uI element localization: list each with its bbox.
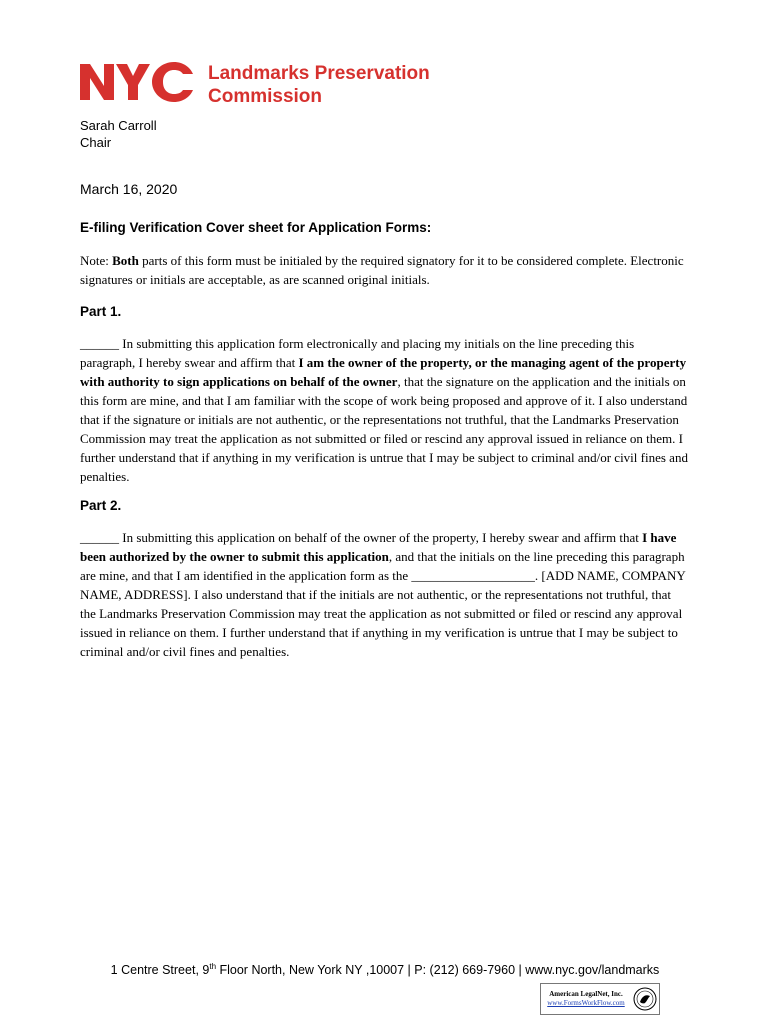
note-text: parts of this form must be initialed by the required signatory for it to be considered complete. Electronic signatures or initials are acceptable, as are scanned original initials. [80, 253, 684, 287]
nyc-logo-icon [80, 62, 193, 102]
part2-bold: I have been authorized by the owner to submit this application [80, 530, 677, 564]
legalnet-stamp [540, 983, 660, 1015]
form-title: E-filing Verification Cover sheet for Application Forms: [80, 220, 432, 235]
footer-address [0, 962, 770, 977]
part1-heading: Part 1. [80, 304, 122, 319]
letter-date: March 16, 2020 [80, 181, 178, 197]
stamp-company: American LegalNet, Inc. [549, 990, 623, 998]
part2-paragraph [80, 528, 690, 661]
nyc-lpc-logo [80, 62, 430, 108]
part1-bold: I am the owner of the property, or the managing agent of the property with authority to sign applications on behalf of the owner [80, 355, 687, 389]
stamp-url[interactable]: www.FormsWorkFlow.com [547, 999, 625, 1007]
chair-title: Chair [80, 135, 112, 150]
stamp-text [541, 990, 631, 1008]
part1-paragraph [80, 334, 690, 486]
chair-name: Sarah Carroll [80, 118, 157, 133]
part2-heading: Part 2. [80, 498, 122, 513]
footer-address-b: Floor North, New York NY ,10007 | P: (212) 669-7960 | www.nyc.gov/landmarks [216, 963, 660, 978]
seal-icon [633, 987, 657, 1011]
note-paragraph [80, 251, 690, 289]
agency-name [208, 62, 430, 108]
part1-text-b: , that the signature on the application and the initials on this form are mine, and that I am familiar with the scope of work being proposed and approve of it. I also understand that if the signature or initials are not authentic, or the representations not truthful, that the Landmarks Preservation Commission may treat the application as not submitted or filed or rescind any approval issued in reliance on them. I further understand that if anything in my verification is untrue that I may be subject to criminal and/or civil fines and penalties. [80, 374, 688, 484]
note-label: Note: [80, 253, 113, 268]
agency-name-line1: Landmarks Preservation [208, 63, 430, 84]
part2-text-a: ______ In submitting this application on behalf of the owner of the property, I hereby swear and affirm that [80, 530, 643, 545]
footer-address-sup: th [209, 962, 217, 971]
note-bold: Both [112, 253, 139, 268]
part2-text-b: , and that the initials on the line preceding this paragraph are mine, and that I am identified in the application form as the ___________________. [ADD NAME, COMPANY NAME, ADDRESS]. I also understand that if the initials are not authentic, or the representations not truthful, that the Landmarks Preservation Commission may treat the application as not submitted or filed or rescind any approval issued in reliance on them. I further understand that if anything in my verification is untrue that I may be subject to criminal and/or civil fines and penalties. [80, 549, 686, 659]
footer-address-a: 1 Centre Street, 9 [110, 963, 210, 978]
part1-text-a: ______ In submitting this application form electronically and placing my initials on the line preceding this paragraph, I hereby swear and affirm that [80, 336, 635, 370]
agency-name-line2: Commission [208, 86, 323, 107]
